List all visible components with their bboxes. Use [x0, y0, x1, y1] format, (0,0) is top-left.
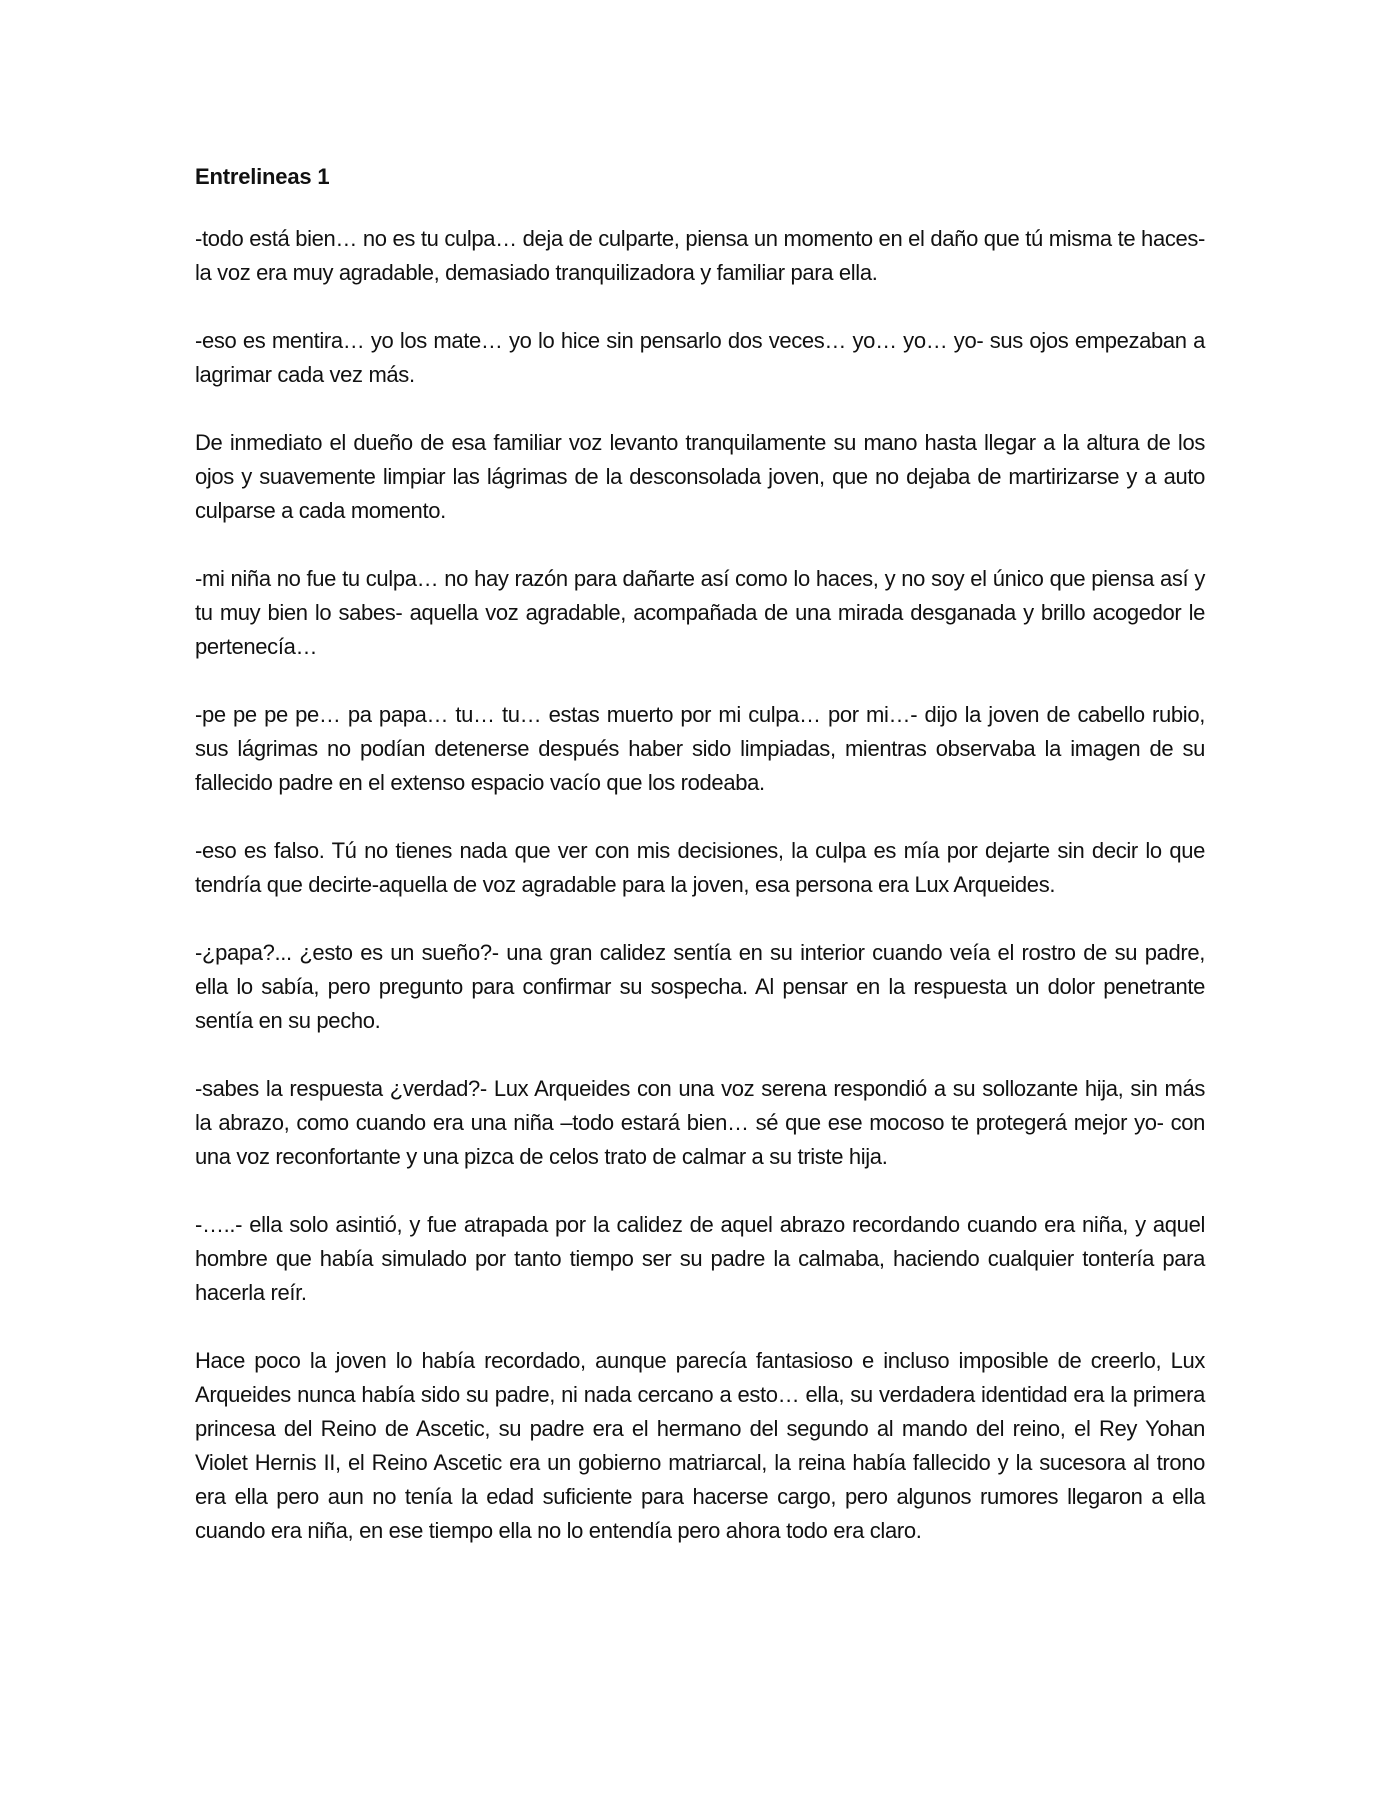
document-page	[195, 160, 1205, 1582]
paragraph-8: -sabes la respuesta ¿verdad?- Lux Arqueides con una voz serena respondió a su sollozante hija, sin más la abrazo, como cuando era una niña –todo estará bien… sé que ese mocoso te protegerá mejor yo- con una voz reconfortante y una pizca de celos trato de calmar a su triste hija.	[195, 1076, 1205, 1169]
paragraph-6: -eso es falso. Tú no tienes nada que ver con mis decisiones, la culpa es mía por dejarte sin decir lo que tendría que decirte-aquella de voz agradable para la joven, esa persona era Lux Arqueides.	[195, 838, 1205, 897]
paragraph-7: -¿papa?... ¿esto es un sueño?- una gran calidez sentía en su interior cuando veía el rostro de su padre, ella lo sabía, pero pregunto para confirmar su sospecha. Al pensar en la respuesta un dolor penetrante sentía en su pecho.	[195, 940, 1205, 1033]
paragraph-1: -todo está bien… no es tu culpa… deja de culparte, piensa un momento en el daño que tú misma te haces- la voz era muy agradable, demasiado tranquilizadora y familiar para ella.	[195, 226, 1205, 285]
paragraph-4: -mi niña no fue tu culpa… no hay razón para dañarte así como lo haces, y no soy el único que piensa así y tu muy bien lo sabes- aquella voz agradable, acompañada de una mirada desganada y brillo acogedor le pertenecía…	[195, 566, 1205, 659]
paragraph-9: -…..- ella solo asintió, y fue atrapada por la calidez de aquel abrazo recordando cuando era niña, y aquel hombre que había simulado por tanto tiempo ser su padre la calmaba, haciendo cualquier tontería para hacerla reír.	[195, 1212, 1205, 1305]
document-title: Entrelineas 1	[195, 164, 330, 189]
paragraph-3: De inmediato el dueño de esa familiar voz levanto tranquilamente su mano hasta llegar a la altura de los ojos y suavemente limpiar las lágrimas de la desconsolada joven, que no dejaba de martirizarse y a auto culparse a cada momento.	[195, 430, 1205, 523]
paragraph-2: -eso es mentira… yo los mate… yo lo hice sin pensarlo dos veces… yo… yo… yo- sus ojos empezaban a lagrimar cada vez más.	[195, 328, 1205, 387]
paragraph-10: Hace poco la joven lo había recordado, aunque parecía fantasioso e incluso imposible de creerlo, Lux Arqueides nunca había sido su padre, ni nada cercano a esto… ella, su verdadera identidad era la primera princesa del Reino de Ascetic, su padre era el hermano del segundo al mando del reino, el Rey Yohan Violet Hernis II, el Reino Ascetic era un gobierno matriarcal, la reina había fallecido y la sucesora al trono era ella pero aun no tenía la edad suficiente para hacerse cargo, pero algunos rumores llegaron a ella cuando era niña, en ese tiempo ella no lo entendía pero ahora todo era claro.	[195, 1348, 1205, 1543]
paragraph-5: -pe pe pe pe… pa papa… tu… tu… estas muerto por mi culpa… por mi…- dijo la joven de cabello rubio, sus lágrimas no podían detenerse después haber sido limpiadas, mientras observaba la imagen de su fallecido padre en el extenso espacio vacío que los rodeaba.	[195, 702, 1205, 795]
